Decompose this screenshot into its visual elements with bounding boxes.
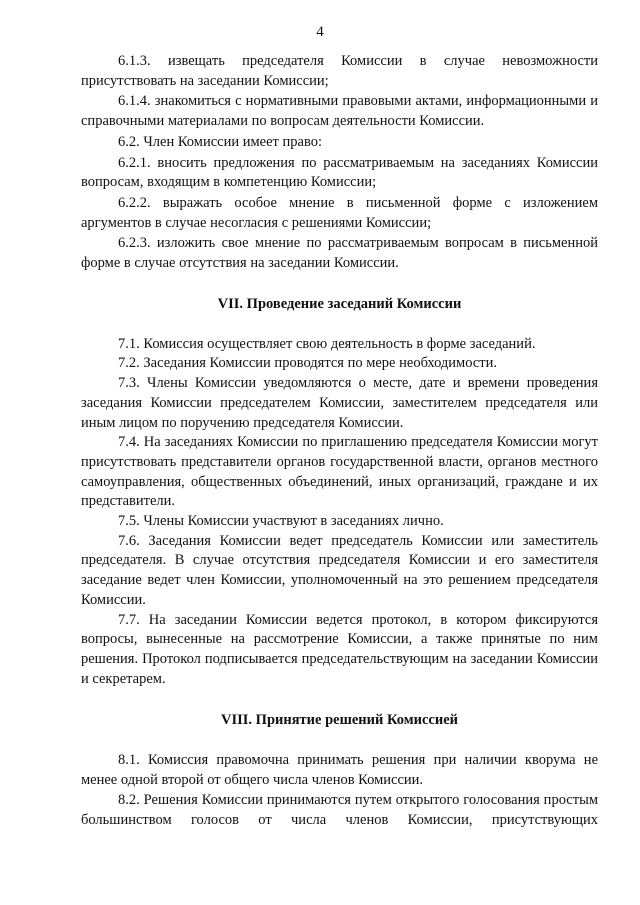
paragraph-7-5: 7.5. Члены Комиссии участвуют в заседаниях лично. (118, 513, 444, 530)
section-8-heading: VIII. Принятие решений Комиссией (221, 712, 458, 729)
paragraph-7-1: 7.1. Комиссия осуществляет свою деятельность в форме заседаний. (118, 335, 536, 352)
page-number: 4 (316, 24, 324, 40)
paragraph-7-4: 7.4. На заседаниях Комиссии по приглашению председателя Комиссии могут присутствовать представители органов государственной власти, органов местного самоуправления, общественных объединений, иных организаций, граждане и их представители. (81, 434, 598, 510)
section-7-heading: VII. Проведение заседаний Комиссии (217, 295, 462, 312)
paragraph-6-1-4: 6.1.4. знакомиться с нормативными правовыми актами, информационными и справочными материалами по вопросам деятельности Комиссии. (81, 93, 598, 130)
document-body (81, 52, 598, 830)
paragraph-8-1: 8.1. Комиссия правомочна принимать решения при наличии кворума не менее одной второй от общего числа членов Комиссии. (81, 752, 598, 789)
paragraph-6-2-1: 6.2.1. вносить предложения по рассматриваемым на заседаниях Комиссии вопросам, входящим в компетенцию Комиссии; (81, 154, 598, 191)
paragraph-6-2-3: 6.2.3. изложить свое мнение по рассматриваемым вопросам в письменной форме в случае отсутствия на заседании Комиссии. (81, 235, 598, 272)
paragraph-8-2: 8.2. Решения Комиссии принимаются путем открытого голосования простым большинством голосов от числа членов Комиссии, присутствующих (81, 791, 598, 828)
paragraph-6-2-2: 6.2.2. выражать особое мнение в письменной форме с изложением аргументов в случае несогласия с решениями Комиссии; (81, 194, 598, 231)
paragraph-7-7: 7.7. На заседании Комиссии ведется протокол, в котором фиксируются вопросы, вынесенные на рассмотрение Комиссии, а также принятые по ним решения. Протокол подписывается председательствующим на заседании Комиссии и секретарем. (81, 611, 598, 687)
paragraph-7-6: 7.6. Заседания Комиссии ведет председатель Комиссии или заместитель председателя. В случае отсутствия председателя Комиссии и его заместителя заседание ведет член Комиссии, уполномоченный на это решением председателя Комиссии. (81, 532, 598, 608)
paragraph-6-2: 6.2. Член Комиссии имеет право: (118, 133, 322, 150)
paragraph-6-1-3: 6.1.3. извещать председателя Комиссии в случае невозможности присутствовать на заседании Комиссии; (81, 53, 598, 89)
paragraph-7-3: 7.3. Члены Комиссии уведомляются о месте, дате и времени проведения заседания Комиссии председателем Комиссии, заместителем председателя или иным лицом по поручению председателя Комиссии. (81, 375, 598, 431)
paragraph-7-2: 7.2. Заседания Комиссии проводятся по мере необходимости. (118, 355, 498, 372)
